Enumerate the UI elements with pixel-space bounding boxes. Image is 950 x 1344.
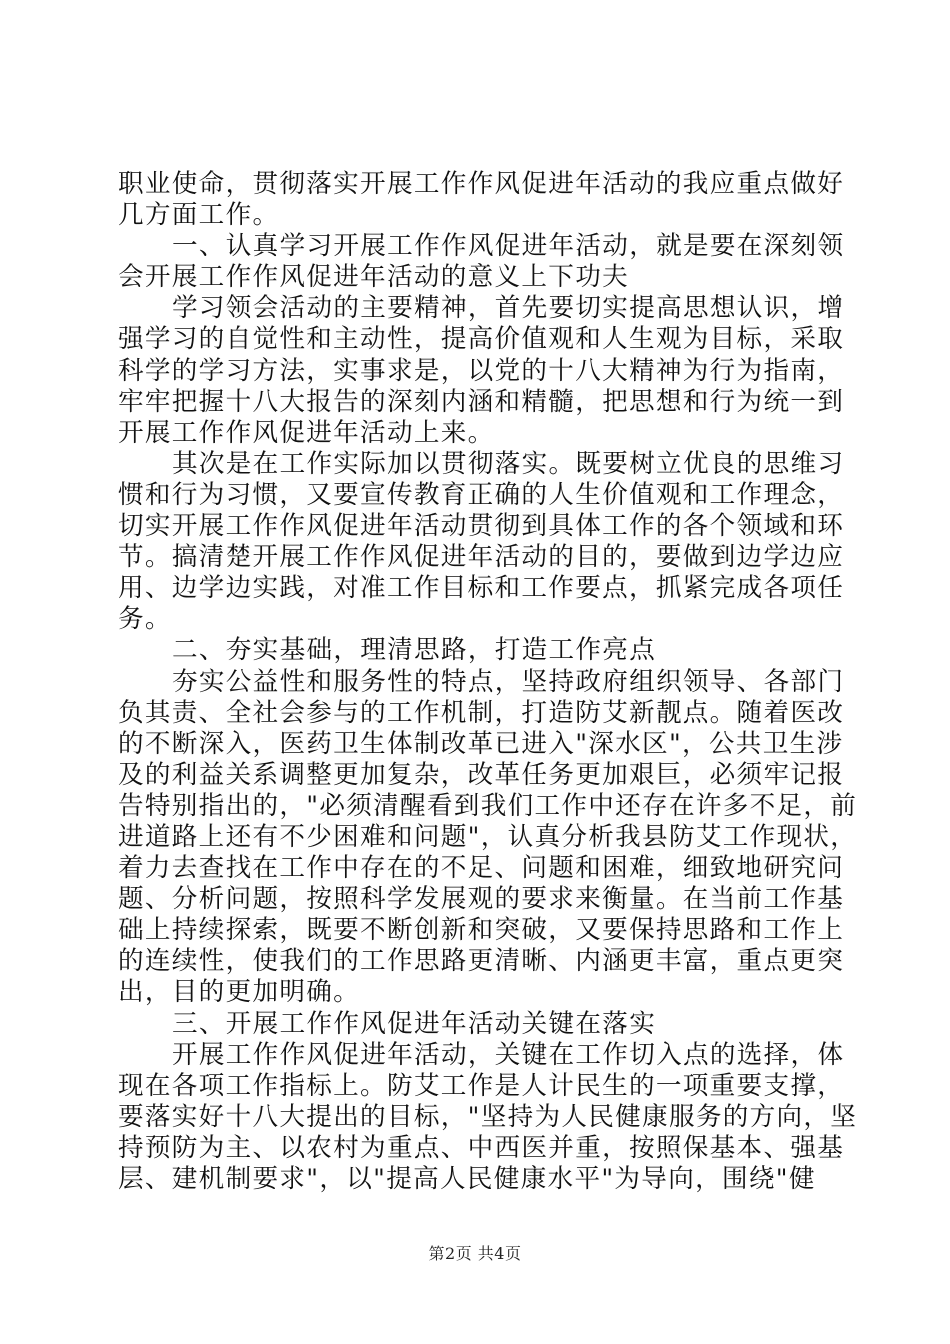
text-line: 其次是在工作实际加以贯彻落实。既要树立优良的思维习: [172, 448, 845, 479]
text-line: 持预防为主、以农村为重点、中西医并重，按照保基本、强基: [118, 1132, 845, 1163]
text-line: 现在各项工作指标上。防艾工作是人计民生的一项重要支撑，: [118, 1070, 845, 1101]
text-line: 进道路上还有不少困难和问题"，认真分析我县防艾工作现状，: [118, 821, 858, 852]
text-line: 础上持续探索，既要不断创新和突破，又要保持思路和工作上: [118, 915, 845, 946]
text-line: 及的利益关系调整更加复杂，改革任务更加艰巨，必须牢记报: [118, 759, 845, 790]
text-line: 二、夯实基础，理清思路，打造工作亮点: [172, 635, 657, 666]
text-line: 几方面工作。: [118, 200, 280, 231]
text-line: 告特别指出的，"必须清醒看到我们工作中还存在许多不足，前: [118, 790, 858, 821]
text-line: 务。: [118, 604, 172, 635]
text-line: 牢牢把握十八大报告的深刻内涵和精髓，把思想和行为统一到: [118, 386, 845, 417]
text-line: 节。搞清楚开展工作作风促进年活动的目的，要做到边学边应: [118, 542, 845, 573]
text-line: 的连续性，使我们的工作思路更清晰、内涵更丰富，重点更突: [118, 946, 845, 977]
text-line: 开展工作作风促进年活动，关键在工作切入点的选择，体: [172, 1039, 845, 1070]
page-footer: 第2页 共4页: [428, 1244, 522, 1263]
text-line: 的不断深入，医药卫生体制改革已进入"深水区"，公共卫生涉: [118, 728, 844, 759]
document-body: [118, 169, 858, 1195]
text-line: 学习领会活动的主要精神，首先要切实提高思想认识，增: [172, 293, 845, 324]
text-line: 切实开展工作作风促进年活动贯彻到具体工作的各个领域和环: [118, 511, 845, 542]
text-line: 负其责、全社会参与的工作机制，打造防艾新靓点。随着医改: [118, 697, 845, 728]
text-line: 职业使命，贯彻落实开展工作作风促进年活动的我应重点做好: [118, 169, 845, 199]
text-line: 强学习的自觉性和主动性，提高价值观和人生观为目标，采取: [118, 324, 845, 355]
text-line: 要落实好十八大提出的目标，"坚持为人民健康服务的方向，坚: [118, 1101, 858, 1132]
text-line: 三、开展工作作风促进年活动关键在落实: [172, 1008, 657, 1039]
text-line: 层、建机制要求"，以"提高人民健康水平"为导向，围绕"健: [118, 1164, 816, 1194]
text-line: 出，目的更加明确。: [118, 977, 361, 1008]
text-line: 用、边学边实践，对准工作目标和工作要点，抓紧完成各项任: [118, 573, 845, 604]
text-line: 惯和行为习惯，又要宣传教育正确的人生价值观和工作理念，: [118, 479, 845, 510]
text-line: 一、认真学习开展工作作风促进年活动，就是要在深刻领: [172, 231, 845, 262]
text-line: 科学的学习方法，实事求是，以党的十八大精神为行为指南，: [118, 355, 845, 386]
text-line: 着力去查找在工作中存在的不足、问题和困难，细致地研究问: [118, 853, 845, 884]
text-line: 开展工作作风促进年活动上来。: [118, 417, 495, 448]
text-line: 会开展工作作风促进年活动的意义上下功夫: [118, 262, 629, 293]
text-line: 夯实公益性和服务性的特点，坚持政府组织领导、各部门: [172, 666, 845, 697]
text-line: 题、分析问题，按照科学发展观的要求来衡量。在当前工作基: [118, 884, 845, 915]
